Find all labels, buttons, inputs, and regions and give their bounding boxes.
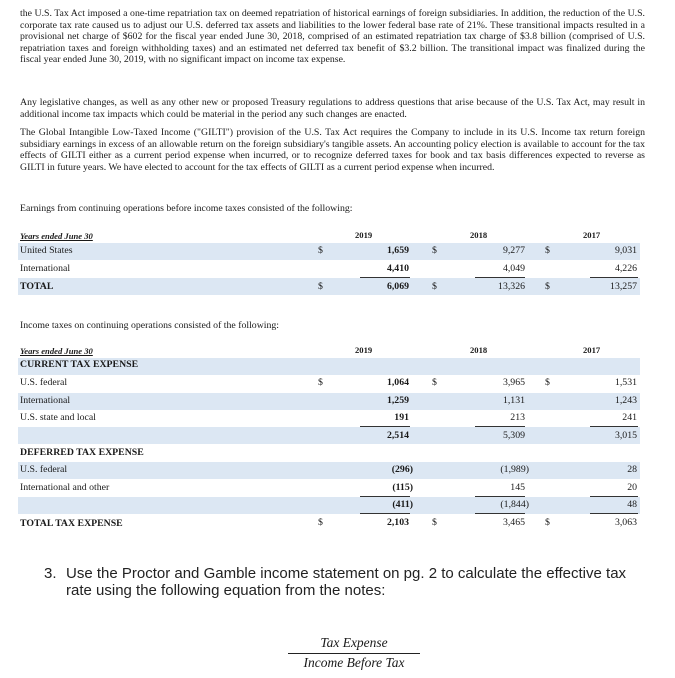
current-subtotal-value: 3,015 bbox=[614, 430, 637, 441]
table2-intro: Income taxes on continuing operations consisted of the following: bbox=[20, 320, 280, 331]
table1-value: 9,277 bbox=[502, 245, 525, 256]
subtotal-rule bbox=[475, 496, 525, 497]
paragraph-legislative: Any legislative changes, as well as any other new or proposed Treasury regulations to address questions that arise because of the U.S. Tax Act, may result in additional income tax impacts which could be material in the period any such changes are enacted. bbox=[20, 97, 645, 120]
table1-total-rule bbox=[360, 277, 410, 278]
total-rule bbox=[590, 513, 638, 514]
table1-total-value: 13,326 bbox=[498, 281, 525, 292]
question-item bbox=[44, 565, 644, 599]
current-tax-heading: CURRENT TAX EXPENSE bbox=[20, 359, 139, 370]
subtotal-rule bbox=[360, 496, 410, 497]
question-number: 3. bbox=[44, 565, 57, 582]
currency-symbol: $ bbox=[545, 517, 550, 528]
table2-value: 20 bbox=[627, 482, 637, 493]
table1-total-rule bbox=[475, 277, 525, 278]
table2-value: 28 bbox=[627, 464, 637, 475]
table2-value: (296) bbox=[391, 464, 413, 475]
total-tax-value: 2,103 bbox=[386, 517, 409, 528]
table2-value: 1,064 bbox=[386, 377, 409, 388]
table2-value: 1,243 bbox=[614, 395, 637, 406]
table2-value: (115) bbox=[392, 482, 413, 493]
currency-symbol: $ bbox=[545, 377, 550, 388]
table1-header: Years ended June 30 bbox=[20, 231, 93, 241]
table2-row-shade bbox=[18, 462, 640, 479]
total-tax-value: 3,465 bbox=[502, 517, 525, 528]
table2-value: 241 bbox=[622, 412, 637, 423]
currency-symbol: $ bbox=[318, 377, 323, 388]
subtotal-rule bbox=[360, 426, 410, 427]
total-tax-value: 3,063 bbox=[614, 517, 637, 528]
table1-year-2018: 2018 bbox=[470, 230, 488, 240]
table2-value: (1,989) bbox=[500, 464, 529, 475]
currency-symbol: $ bbox=[318, 281, 323, 292]
total-tax-label: TOTAL TAX EXPENSE bbox=[20, 518, 123, 529]
currency-symbol: $ bbox=[432, 281, 437, 292]
table1-row-label: International bbox=[20, 263, 71, 274]
formula-denominator: Income Before Tax bbox=[303, 655, 405, 670]
total-rule bbox=[360, 513, 410, 514]
table1-row-label: United States bbox=[20, 245, 73, 256]
table2-value: 1,531 bbox=[614, 377, 637, 388]
paragraph-tax-act: the U.S. Tax Act imposed a one-time repatriation tax on deemed repatriation of historical earnings of foreign subsidiaries. In addition, the reduction of the U.S. corporate tax rate caused us to adjust our U.S. deferred tax assets and liabilities to the lower federal base rate of 21%. These transitional impacts resulted in a provisional net charge of $602 for the fiscal year ended June 30, 2018, comprised of an estimated repatriation tax charge of $3.8 billion (comprised of U.S. repatriation taxes and foreign withholding taxes) and an estimated net deferred tax benefit of $3.2 billion. The transitional impact was finalized during the fiscal year ended June 30, 2019, with no significant impact on income tax expense. bbox=[20, 8, 645, 66]
currency-symbol: $ bbox=[318, 517, 323, 528]
table1-total-value: 13,257 bbox=[610, 281, 637, 292]
table1-value: 1,659 bbox=[386, 245, 409, 256]
currency-symbol: $ bbox=[432, 517, 437, 528]
formula-numerator: Tax Expense bbox=[320, 635, 388, 650]
table2-row-label: U.S. federal bbox=[20, 377, 68, 388]
table1-total-rule bbox=[590, 277, 638, 278]
table1-value: 4,410 bbox=[386, 263, 409, 274]
table1-year-2017: 2017 bbox=[583, 230, 601, 240]
table2-value: 1,259 bbox=[386, 395, 409, 406]
subtotal-rule bbox=[475, 426, 525, 427]
question-text: Use the Proctor and Gamble income statement on pg. 2 to calculate the effective tax rate using the following equation from the notes: bbox=[66, 565, 627, 599]
deferred-subtotal-value: (411) bbox=[392, 499, 413, 510]
table2-value: 1,131 bbox=[502, 395, 525, 406]
table2-row-label: U.S. state and local bbox=[20, 412, 96, 423]
total-rule bbox=[475, 513, 525, 514]
subtotal-rule bbox=[590, 426, 638, 427]
table2-value: 145 bbox=[510, 482, 525, 493]
currency-symbol: $ bbox=[545, 281, 550, 292]
currency-symbol: $ bbox=[432, 245, 437, 256]
deferred-subtotal-value: 48 bbox=[627, 499, 637, 510]
table1-total-value: 6,069 bbox=[386, 281, 409, 292]
deferred-tax-heading: DEFERRED TAX EXPENSE bbox=[20, 447, 144, 458]
table2-value: 191 bbox=[394, 412, 409, 423]
table2-header: Years ended June 30 bbox=[20, 346, 93, 356]
current-subtotal-value: 2,514 bbox=[386, 430, 409, 441]
table1-value: 4,226 bbox=[614, 263, 637, 274]
currency-symbol: $ bbox=[545, 245, 550, 256]
table2-row-label: U.S. federal bbox=[20, 464, 68, 475]
paragraph-gilti: The Global Intangible Low-Taxed Income ("GILTI") provision of the U.S. Tax Act requires the Company to include in its U.S. Income tax return foreign subsidiary earnings in excess of an allowable return on the foreign subsidiary's tangible assets. An accounting policy election is available to account for the tax effects of GILTI either as a current period expense when incurred, or to recognize deferred taxes for book and tax basis differences expected to reverse as GILTI in future years. We have elected to account for the tax effects of GILTI as a current period expense when incurred. bbox=[20, 127, 645, 173]
table2-year-2017: 2017 bbox=[583, 345, 601, 355]
table1-year-2019: 2019 bbox=[355, 230, 373, 240]
table2-value: 3,965 bbox=[502, 377, 525, 388]
table2-year-2018: 2018 bbox=[470, 345, 488, 355]
currency-symbol: $ bbox=[318, 245, 323, 256]
table2-value: 213 bbox=[510, 412, 525, 423]
table2-row-label: International and other bbox=[20, 482, 110, 493]
deferred-subtotal-value: (1,844) bbox=[500, 499, 529, 510]
table1-value: 4,049 bbox=[502, 263, 525, 274]
current-subtotal-value: 5,309 bbox=[502, 430, 525, 441]
table2-row-shade bbox=[18, 393, 640, 410]
table2-row-shade bbox=[18, 427, 640, 444]
table1-intro: Earnings from continuing operations before income taxes consisted of the following: bbox=[20, 203, 353, 214]
table2-row-shade bbox=[18, 497, 640, 514]
fraction-bar bbox=[288, 653, 420, 654]
table2-row-label: International bbox=[20, 395, 71, 406]
currency-symbol: $ bbox=[432, 377, 437, 388]
table2-year-2019: 2019 bbox=[355, 345, 373, 355]
subtotal-rule bbox=[590, 496, 638, 497]
table1-value: 9,031 bbox=[614, 245, 637, 256]
table1-total-label: TOTAL bbox=[20, 281, 54, 292]
